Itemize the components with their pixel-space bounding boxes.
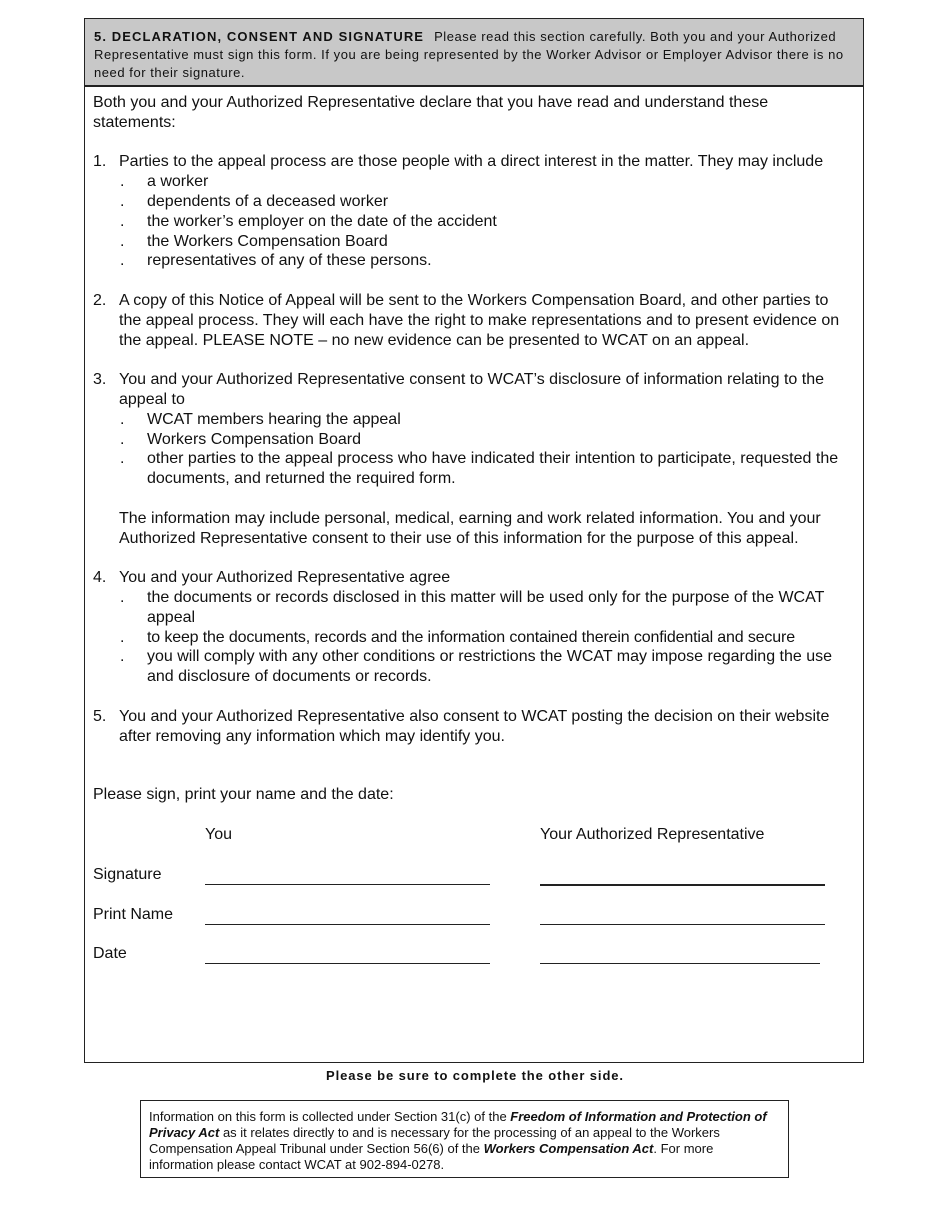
row-label-print-name: Print Name <box>93 906 174 924</box>
section-title: 5. DECLARATION, CONSENT AND SIGNATURE <box>94 29 425 44</box>
bullet-text: a worker <box>147 173 209 191</box>
privacy-notice-box <box>140 1100 789 1178</box>
item-bullet-list <box>119 172 855 271</box>
bullet-text: WCAT members hearing the appeal <box>147 410 401 428</box>
bullet-marker: . <box>120 173 125 191</box>
declaration-form-box <box>84 18 864 1063</box>
signature-line-representative[interactable] <box>540 884 825 886</box>
column-header-representative: Your Authorized Representative <box>540 826 765 844</box>
row-label-signature: Signature <box>93 866 162 884</box>
bullet-marker: . <box>120 588 125 606</box>
item-number: 4. <box>93 569 107 587</box>
bullet-text: to keep the documents, records and the information contained therein confidential and secure <box>147 628 795 646</box>
sign-prompt: Please sign, print your name and the date: <box>93 786 394 804</box>
item-number: 2. <box>93 291 107 309</box>
bullet-text: the worker’s employer on the date of the accident <box>147 212 497 230</box>
print-name-line-you[interactable] <box>205 924 490 925</box>
section-body <box>85 87 863 985</box>
bullet-item <box>119 449 855 489</box>
bullet-text: the documents or records disclosed in this matter will be used only for the purpose of the WCAT appeal <box>147 588 825 626</box>
item-extra-text: The information may include personal, medical, earning and work related information. You and your Authorized Representative consent to their use of this information for the purpose of this appeal. <box>119 509 821 547</box>
statement-item-4 <box>93 568 855 687</box>
bullet-item <box>119 212 855 232</box>
privacy-text-1: Information on this form is collected under Section 31(c) of the <box>149 1109 511 1124</box>
bullet-item <box>119 647 855 687</box>
bullet-marker: . <box>120 430 125 448</box>
item-text: You and your Authorized Representative consent to WCAT’s disclosure of information relating to the appeal to <box>119 371 824 408</box>
bullet-marker: . <box>120 192 125 210</box>
privacy-text-2: as it relates directly to and is necessary for the processing of an appeal to the Workers Compensation Appeal Tribunal under Section 56(6) of the <box>149 1125 720 1156</box>
bullet-marker: . <box>120 232 125 250</box>
bullet-item <box>119 628 855 648</box>
privacy-text-3: . For more information please contact WCAT at 902-894-0278. <box>149 1141 714 1172</box>
bullet-text: you will comply with any other conditions or restrictions the WCAT may impose regarding the use and disclosure of documents or records. <box>147 648 833 686</box>
item-text: You and your Authorized Representative also consent to WCAT posting the decision on their website after removing any information which may identify you. <box>119 707 830 745</box>
bullet-text: dependents of a deceased worker <box>147 192 389 210</box>
bullet-marker: . <box>120 252 125 270</box>
bullet-marker: . <box>120 212 125 230</box>
bullet-marker: . <box>120 450 125 468</box>
bullet-item <box>119 410 855 430</box>
item-text: A copy of this Notice of Appeal will be sent to the Workers Compensation Board, and other parties to the appeal process. They will each have the right to make representations and to present evidence on the appeal. PLEASE NOTE – no new evidence can be presented to WCAT on an appeal. <box>119 291 840 349</box>
signature-grid <box>93 805 855 985</box>
statement-item-5 <box>93 707 855 747</box>
statement-item-1 <box>93 152 855 271</box>
item-bullet-list <box>119 588 855 687</box>
statement-item-2 <box>93 291 855 350</box>
date-line-you[interactable] <box>205 963 490 964</box>
complete-other-side-note: Please be sure to complete the other side. <box>326 1068 624 1083</box>
bullet-marker: . <box>120 410 125 428</box>
bullet-item <box>119 588 855 628</box>
item-text: Parties to the appeal process are those people with a direct interest in the matter. They may include <box>119 153 824 171</box>
bullet-text: other parties to the appeal process who have indicated their intention to participate, requested the documents, and returned the required form. <box>147 450 839 488</box>
print-name-line-representative[interactable] <box>540 924 825 925</box>
signature-line-you[interactable] <box>205 884 490 885</box>
item-bullet-list <box>119 410 855 489</box>
bullet-text: representatives of any of these persons. <box>147 252 432 270</box>
section-instructions: Please read this section carefully. Both you and your Authorized Representative must sign this form. If you are being represented by the Worker Advisor or Employer Advisor there is no need for their signature. <box>94 29 844 80</box>
bullet-item <box>119 172 855 192</box>
privacy-act-name: Freedom of Information and Protection of Privacy Act <box>149 1109 767 1140</box>
bullet-item <box>119 232 855 252</box>
bullet-text: the Workers Compensation Board <box>147 232 388 250</box>
row-label-date: Date <box>93 945 127 963</box>
bullet-text: Workers Compensation Board <box>147 430 362 448</box>
item-text: You and your Authorized Representative agree <box>119 569 451 587</box>
statement-item-3 <box>93 370 855 548</box>
bullet-item <box>119 430 855 450</box>
workers-compensation-act-name: Workers Compensation Act <box>483 1141 654 1156</box>
item-number: 5. <box>93 707 107 725</box>
column-header-you: You <box>205 826 232 844</box>
bullet-item <box>119 251 855 271</box>
bullet-item <box>119 192 855 212</box>
item-number: 3. <box>93 371 107 389</box>
bullet-marker: . <box>120 648 125 666</box>
section-header <box>85 19 863 87</box>
intro-statement: Both you and your Authorized Representative declare that you have read and understand these statements: <box>93 94 769 131</box>
bullet-marker: . <box>120 628 125 646</box>
item-number: 1. <box>93 153 107 171</box>
date-line-representative[interactable] <box>540 963 820 964</box>
